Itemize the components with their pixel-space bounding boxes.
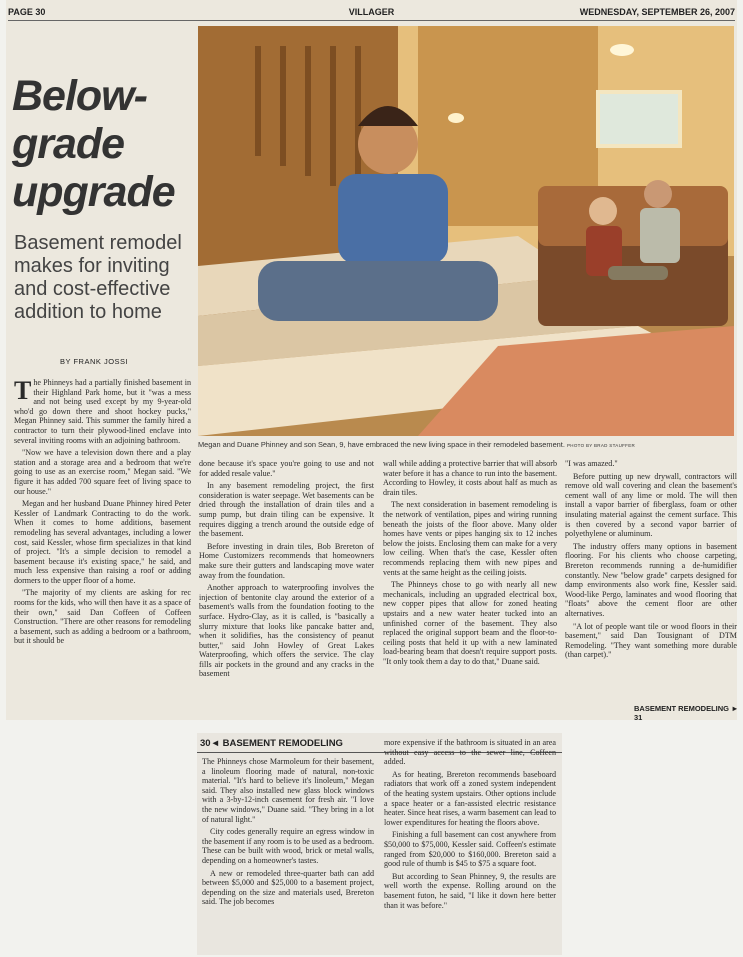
continuation-header: 30◄ BASEMENT REMODELING <box>200 738 343 749</box>
paragraph: "The majority of my clients are asking for rec rooms for the kids, who will then have it as a space of their own," said Dan Coffeen of Coffeen Construction. "There are other reasons for remodeling a basement, such as adding a bedroom or a bathroom, but it should be <box>14 588 191 646</box>
paragraph: But according to Sean Phinney, 9, the results are well worth the expense. Rolling around on the basement futon, he said, "I like it down here better than it was before." <box>384 871 556 910</box>
paragraph: The industry offers many options in basement flooring. For his clients who choose carpeting, Brereton recommends running a de-humidifier constantly. New "below grade" carpets designed for damp environments also work fine, Kessler said. Wood-like Pergo, laminates and wood flooring that "floats" above the cement floor are other alternatives. <box>565 541 737 618</box>
article-column-3 <box>383 459 557 669</box>
drop-cap: T <box>14 376 32 405</box>
paragraph: Before putting up new drywall, contractors will remove old wall covering and clean the basement's cement wall of any lime or mold. The will then install a vapor barrier of fiberglass, foam or other insulating material against the cement surface. This is then covered by a second vapor barrier of polyethylene or aluminum. <box>565 471 737 539</box>
paragraph: "I was amazed." <box>565 459 618 468</box>
paragraph: more expensive if the bathroom is situated in an area without easy access to the sewer line, Coffeen added. <box>384 738 556 767</box>
paragraph: wall while adding a protective barrier that will absorb water before it has a chance to run into the basement. According to Howley, it costs about half as much as drain tiles. <box>383 459 557 497</box>
paragraph: As for heating, Brereton recommends baseboard radiators that work off a zoned system independent of the heating system upstairs. Other options include a space heater or a fan-assisted electric resistance heater. Since heat rises, a warm basement can lead to lower expenditures for heating the floors above. <box>384 769 556 827</box>
paragraph: In any basement remodeling project, the first consideration is water seepage. Wet basements can be dried through the installation of drain tiles and a sump pump, but drain tiling can be expensive. It requires digging a trench around the outside edge of the basement. <box>199 481 374 539</box>
paragraph: The Phinneys chose to go with nearly all new mechanicals, including an upgraded electrical box, new copper pipes that allow for zoned heating upstairs and a new water heater tucked into an unfinished corner of the basement. They also replaced the original support beam and the floor-to-ceiling posts that held it up with a new laminated load-bearing beam that doesn't require support posts. "It only took them a day to do that," Duane said. <box>383 580 557 666</box>
paragraph: City codes generally require an egress window in the basement if any room is to be used as a bedroom. These can be built with wood, brick or metal walls, depending on a homeowner's tastes. <box>202 827 374 865</box>
photo-caption <box>198 440 734 449</box>
masthead <box>8 6 735 21</box>
article-column-4 <box>565 459 737 663</box>
paragraph: "Now we have a television down there and a play station and a storage area and a bedroom that we're going to use as an exercise room," Megan said. "We figure it has added 700 square feet of living space to our house." <box>14 448 191 496</box>
paragraph: A new or remodeled three-quarter bath can add between $5,000 and $25,000 to a basement project, depending on the size and materials used, Brereton said. The job becomes <box>202 868 374 907</box>
byline: BY FRANK JOSSI <box>60 357 129 366</box>
page-number: PAGE 30 <box>8 7 46 17</box>
paper-name: VILLAGER <box>348 7 395 17</box>
paragraph: Another approach to waterproofing involves the injection of bentonite clay around the exterior of a basement's walls from the foundation footing to the surface. Hydro-Clay, as it is called, is "basically a slurry mixture that looks like pancake batter and, when it solidifies, has the consistency of peanut butter," said John Howley of Great Lakes Waterproofing, which offers the service. The clay fills air pockets in the ground and any cracks in the basement <box>199 583 374 679</box>
paragraph: Finishing a full basement can cost anywhere from $50,000 to $75,000, Kessler said. Coffeen's estimate ranged from $20,000 to $160,000. Brereton said a good rule of thumb is $45 to $75 a square foot. <box>384 830 556 869</box>
headline: Below-grade upgrade <box>12 72 175 216</box>
photo-illustration <box>198 26 734 436</box>
basement-photo <box>198 26 734 436</box>
article-column-1 <box>14 378 191 649</box>
paragraph: The Phinneys chose Marmoleum for their basement, a linoleum flooring made of natural, non-toxic material. "It's hard to believe it's linoleum," Megan said. They also installed new glass block windows with a 3-by-12-inch casement for fresh air. "I love the new windows," Duane said. "They bring in a lot of natural light." <box>202 757 374 824</box>
paragraph: The next consideration in basement remodeling is the network of ventilation, pipes and wiring running beneath the joists of the floor above. Many older homes have vents or pipes hanging six to 12 inches below the joists. Enclosing them can make for a very low ceiling. When that's the case, Kessler often recommends replacing them with new pipes and vents at the same height as the ceiling joists. <box>383 500 557 577</box>
jump-line: BASEMENT REMODELING ► 31 <box>634 704 739 722</box>
paragraph: The Phinneys had a partially finished basement in their Highland Park home, but it "was a mess and not being used except by my 9-year-old who'd go down there and shoot hockey pucks," Megan Phinney said. This summer the family hired a contractor to turn their plywood-lined enclave into several inviting rooms with an adjoining bathroom. <box>14 376 191 445</box>
paragraph: Before investing in drain tiles, Bob Brereton of Home Customizers recommends that homeowners make sure their gutters and landscaping move water away from the foundation. <box>199 541 374 580</box>
caption-text: Megan and Duane Phinney and son Sean, 9, have embraced the new living space in their remodeled basement. <box>198 440 565 449</box>
continuation-column-right <box>384 738 556 913</box>
paragraph: Megan and her husband Duane Phinney hired Peter Kessler of Landmark Contracting to do the work. When it comes to home additions, basement remodeling has several advantages, including a lower cost, said Kessler, whose firm specializes in that kind of project. "It's a simple decision to remodel a basement because it's existing space," he said, and much less expensive than raising a roof or adding dormers to the upper floor of a home. <box>14 499 191 585</box>
paragraph: done because it's space you're going to use and not for added resale value." <box>199 459 374 478</box>
deck-subheadline: Basement remodel makes for inviting and cost-effective addition to home <box>14 232 182 323</box>
continuation-clipping <box>197 733 562 955</box>
issue-date: WEDNESDAY, SEPTEMBER 26, 2007 <box>579 7 735 17</box>
paragraph: "A lot of people want tile or wood floors in their basement," said Dan Tousignant of DTM Remodeling. "They want something more durable (than carpet)." <box>565 621 737 660</box>
continuation-column-left <box>202 757 374 910</box>
article-column-2 <box>199 459 374 682</box>
photo-credit: PHOTO BY BRAD STAUFFER <box>566 443 636 448</box>
